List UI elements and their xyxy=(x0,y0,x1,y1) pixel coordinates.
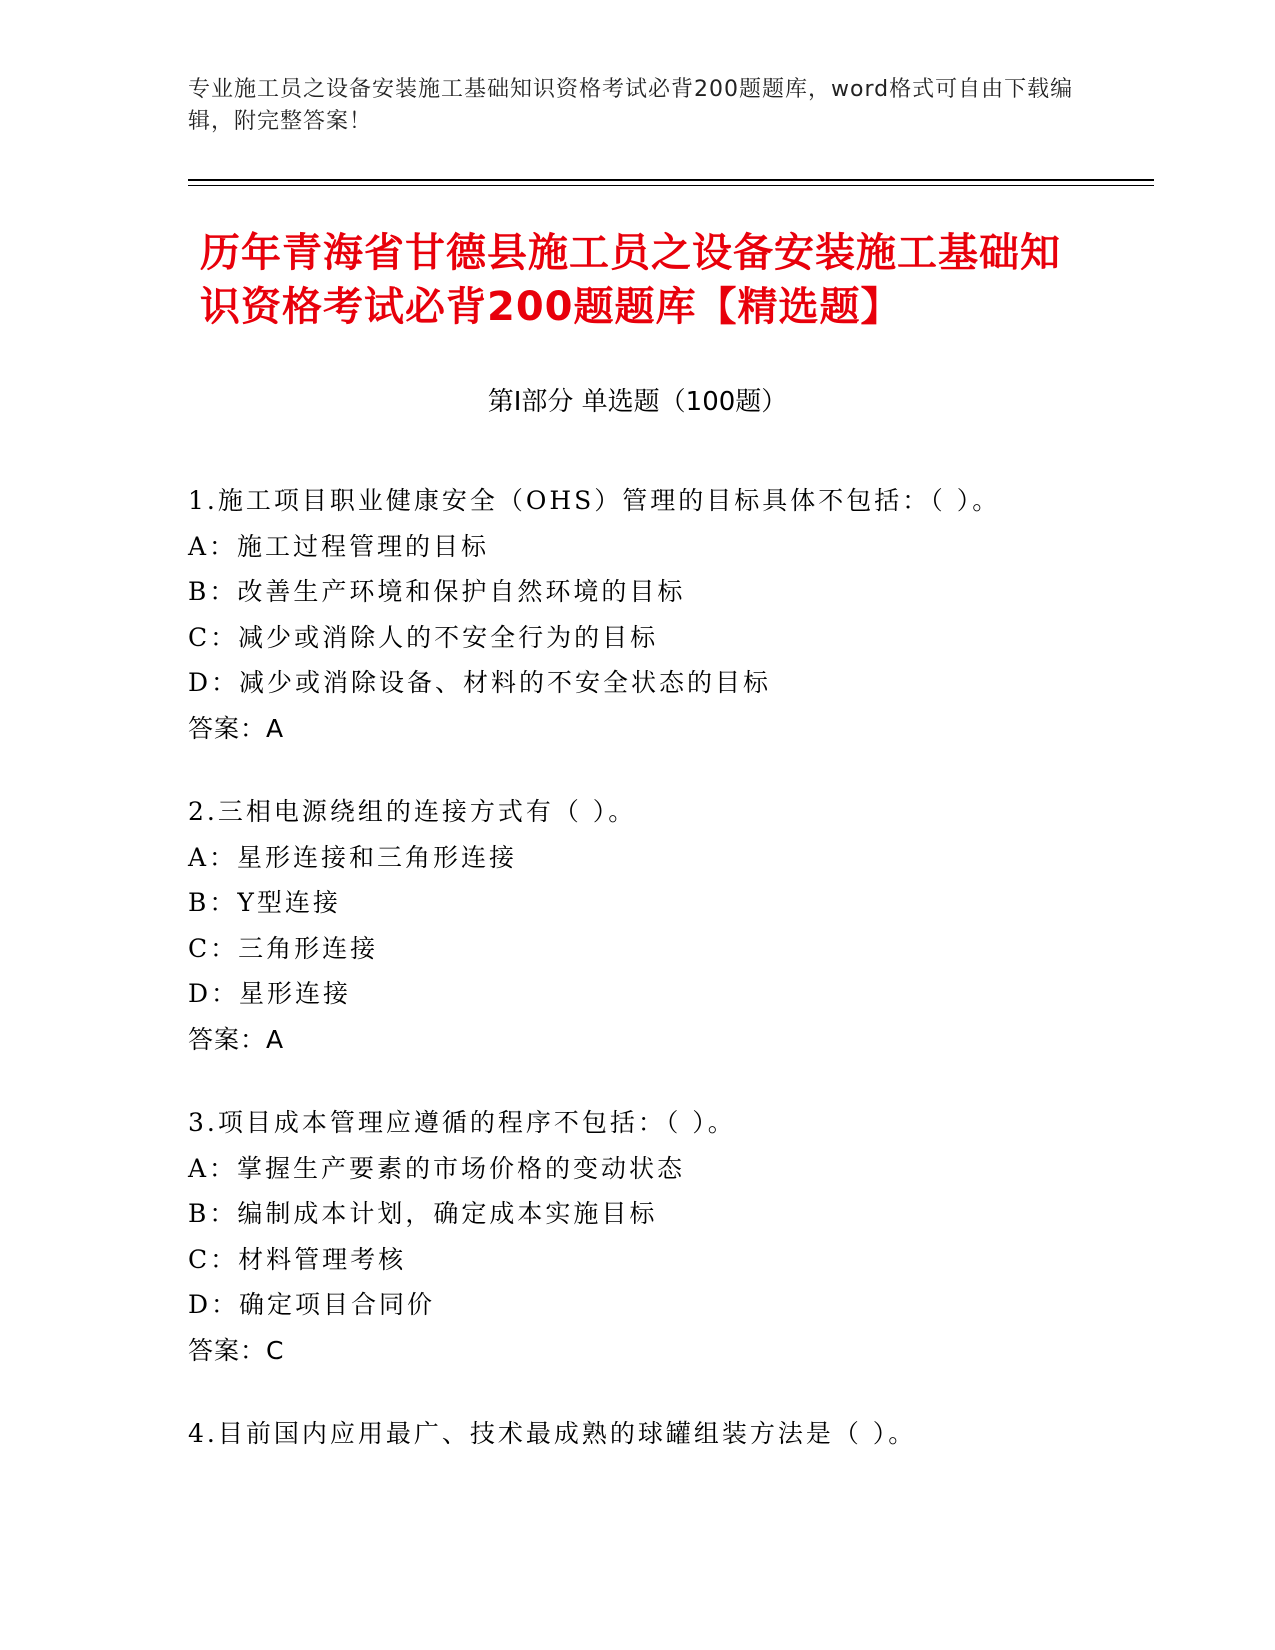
option-d: D：星形连接 xyxy=(188,979,352,1008)
option-a: A：施工过程管理的目标 xyxy=(188,531,490,561)
question-1 xyxy=(188,478,1154,751)
option-c: C：减少或消除人的不安全行为的目标 xyxy=(188,622,659,652)
question-2 xyxy=(188,789,1154,1062)
question-stem: 3.项目成本管理应遵循的程序不包括：（ ）。 xyxy=(188,1108,736,1137)
answer: 答案：C xyxy=(188,1335,285,1365)
answer: 答案：A xyxy=(188,713,285,743)
answer: 答案：A xyxy=(188,1024,285,1054)
header-note: 专业施工员之设备安装施工基础知识资格考试必背200题题库，word格式可自由下载编辑，附完整答案！ xyxy=(188,77,1074,134)
option-c: C：材料管理考核 xyxy=(188,1244,407,1274)
question-stem: 2.三相电源绕组的连接方式有（ ）。 xyxy=(188,797,637,826)
option-b: B：编制成本计划，确定成本实施目标 xyxy=(188,1199,658,1228)
option-a: A：掌握生产要素的市场价格的变动状态 xyxy=(188,1153,686,1183)
question-list xyxy=(188,478,1154,1495)
option-b: B：Y型连接 xyxy=(188,888,341,917)
question-3 xyxy=(188,1100,1154,1373)
option-c: C：三角形连接 xyxy=(188,933,379,963)
question-stem: 1.施工项目职业健康安全（OHS）管理的目标具体不包括：（ ）。 xyxy=(188,486,1001,515)
option-d: D：确定项目合同价 xyxy=(188,1290,436,1319)
question-stem: 4.目前国内应用最广、技术最成熟的球罐组装方法是（ ）。 xyxy=(188,1419,917,1448)
option-d: D：减少或消除设备、材料的不安全状态的目标 xyxy=(188,668,772,697)
header-divider-thin xyxy=(188,185,1154,186)
document-title: 历年青海省甘德县施工员之设备安装施工基础知识资格考试必背200题题库【精选题】 xyxy=(200,230,1061,330)
option-a: A：星形连接和三角形连接 xyxy=(188,842,518,872)
option-b: B：改善生产环境和保护自然环境的目标 xyxy=(188,577,686,606)
header-divider xyxy=(188,179,1154,181)
question-4 xyxy=(188,1411,1154,1457)
section-title: 第Ⅰ部分 单选题（100题） xyxy=(487,387,788,417)
